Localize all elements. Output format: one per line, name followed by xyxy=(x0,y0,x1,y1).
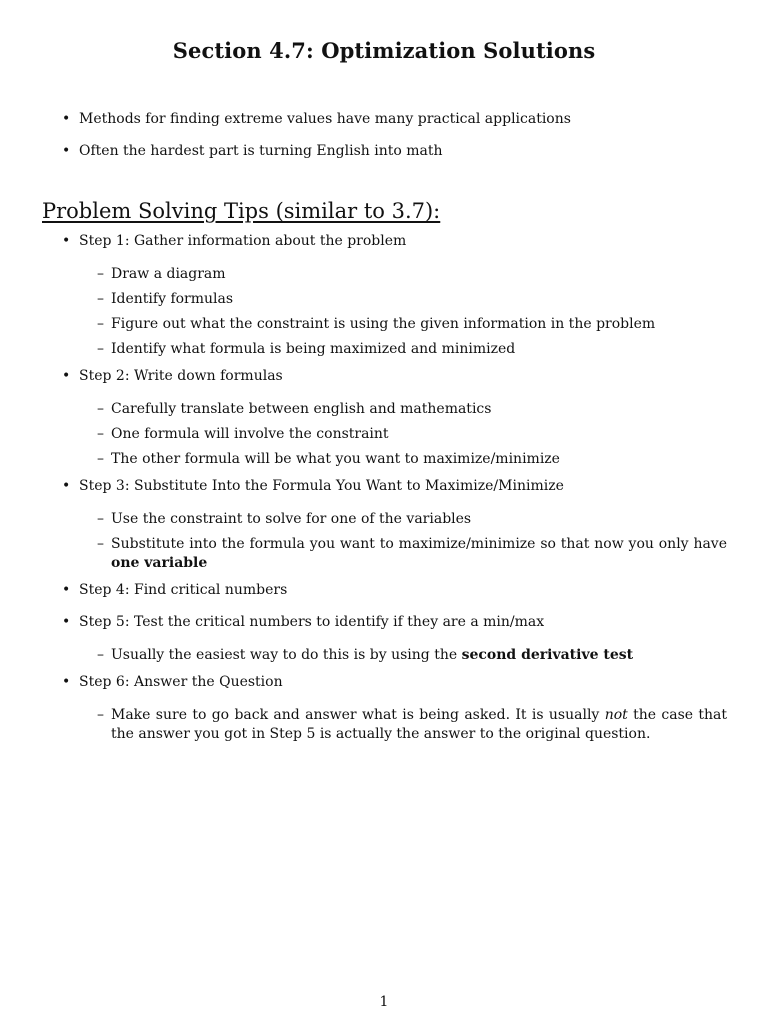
steps-list xyxy=(62,232,728,750)
intro-bullet: • Often the hardest part is turning English into math xyxy=(62,142,728,161)
step-2-subitem: – Carefully translate between english and mathematics xyxy=(79,400,727,419)
step-2-subitems xyxy=(62,400,728,469)
step-1-subitems xyxy=(62,265,728,359)
step-1-subitem: – Draw a diagram xyxy=(79,265,727,284)
step-5-subitem xyxy=(79,646,727,665)
step-1: • Step 1: Gather information about the problem xyxy=(62,232,728,251)
step-6-subitems xyxy=(62,706,728,744)
subitem-text: Make sure to go back and answer what is being asked. It is usually xyxy=(111,707,605,723)
step-4: • Step 4: Find critical numbers xyxy=(62,581,728,600)
subitem-text: Substitute into the formula you want to maximize/minimize so that now you only have xyxy=(111,536,727,552)
step-2: • Step 2: Write down formulas xyxy=(62,367,728,386)
subitem-text-after: the case that the answer you got in Step 5 is actually the answer to the original question. xyxy=(111,707,728,742)
step-3: • Step 3: Substitute Into the Formula You Want to Maximize/Minimize xyxy=(62,477,728,496)
step-3-subitem-one-variable xyxy=(79,535,727,573)
step-5-subitems xyxy=(62,646,728,665)
page-number: 1 xyxy=(379,994,389,1010)
step-6: • Step 6: Answer the Question xyxy=(62,673,728,692)
subitem-text: Usually the easiest way to do this is by using the xyxy=(111,647,462,663)
step-5-subitems-container xyxy=(62,646,728,665)
emphasis-one-variable: one variable xyxy=(111,555,208,571)
page-title: Section 4.7: Optimization Solutions xyxy=(172,38,596,63)
intro-list xyxy=(62,110,728,174)
step-2-subitems-container xyxy=(62,400,728,469)
emphasis-not: not xyxy=(604,707,628,723)
step-1-subitems-container xyxy=(62,265,728,359)
step-2-subitem: – The other formula will be what you want to maximize/minimize xyxy=(79,450,727,469)
tips-heading: Problem Solving Tips (similar to 3.7): xyxy=(42,199,441,223)
step-3-subitem: – Use the constraint to solve for one of the variables xyxy=(79,510,727,529)
step-1-subitem: – Figure out what the constraint is using the given information in the problem xyxy=(79,315,727,334)
step-5: • Step 5: Test the critical numbers to identify if they are a min/max xyxy=(62,613,728,632)
step-6-subitems-container xyxy=(62,706,728,744)
step-1-subitem: – Identify what formula is being maximized and minimized xyxy=(79,340,727,359)
step-1-subitem: – Identify formulas xyxy=(79,290,727,309)
step-3-subitems-container xyxy=(62,510,728,573)
intro-bullet: • Methods for finding extreme values have many practical applications xyxy=(62,110,728,129)
step-6-subitem xyxy=(79,706,727,744)
emphasis-second-derivative-test: second derivative test xyxy=(461,647,634,663)
step-3-subitems xyxy=(62,510,728,573)
step-2-subitem: – One formula will involve the constraint xyxy=(79,425,727,444)
